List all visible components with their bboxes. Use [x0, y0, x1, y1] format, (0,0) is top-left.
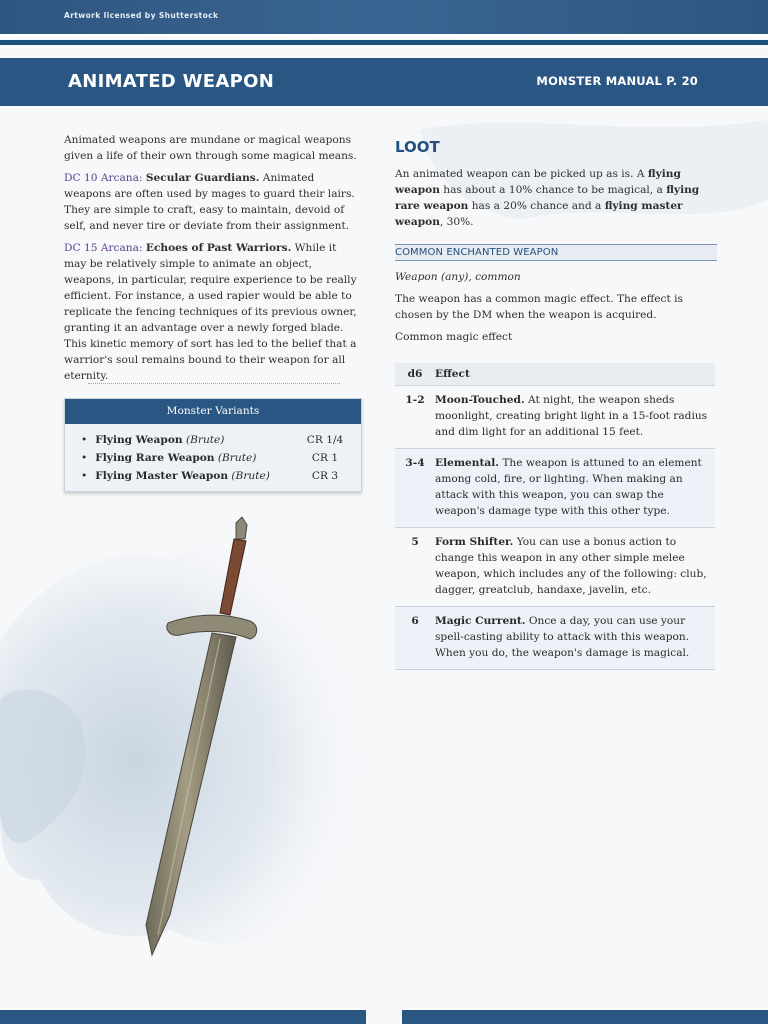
- column-header-die: d6: [407, 368, 423, 380]
- arcana-check: DC 15 Arcana:: [64, 242, 143, 254]
- lore-paragraph: [64, 170, 362, 234]
- table-row: [395, 607, 715, 670]
- dotted-divider: [88, 383, 340, 384]
- variants-list: [65, 424, 361, 491]
- effect-name: Moon-Touched.: [435, 394, 525, 406]
- die-roll: 6: [411, 615, 419, 627]
- lore-heading: Secular Guardians.: [145, 172, 260, 184]
- loot-variant: flying rare weapon: [395, 184, 700, 212]
- effect-name: Magic Current.: [435, 615, 526, 627]
- page-title: ANIMATED WEAPON: [68, 71, 275, 92]
- arcana-check: DC 10 Arcana:: [64, 172, 143, 184]
- variant-cr: CR 1/4: [306, 434, 344, 446]
- monster-variants-box: [64, 398, 362, 492]
- column-header-effect: Effect: [435, 368, 470, 380]
- variants-title: Monster Variants: [65, 399, 361, 424]
- variant-item: [81, 449, 345, 467]
- variant-role: (Brute): [185, 434, 225, 446]
- die-roll: 5: [411, 536, 419, 548]
- effect-cell: [435, 392, 715, 440]
- variant-item: [81, 431, 345, 449]
- lore-paragraph: [64, 240, 362, 384]
- source-reference: MONSTER MANUAL P. 20: [536, 74, 698, 88]
- effect-text: The weapon is attuned to an element among cold, fire, or lighting. When making an attack with this weapon, you can swap the weapon's damage type with this other type.: [435, 457, 702, 517]
- loot-text: An animated weapon can be picked up as is. A: [395, 168, 648, 180]
- effects-table: [395, 363, 715, 670]
- loot-variant: flying master weapon: [395, 200, 683, 228]
- loot-heading: LOOT: [395, 138, 440, 156]
- header-rule: [0, 40, 768, 45]
- table-header: [395, 363, 715, 386]
- license-credit: Artwork licensed by Shutterstock: [64, 11, 219, 20]
- effect-cell: [435, 534, 715, 598]
- effect-text: At night, the weapon sheds moonlight, creating bright light in a 15-foot radius and dim light for an additional 15 feet.: [435, 394, 708, 438]
- loot-text: , 30%.: [439, 216, 474, 228]
- sword-illustration: [110, 515, 300, 965]
- item-subtype: Weapon (any), common: [395, 271, 521, 283]
- effect-name: Form Shifter.: [435, 536, 514, 548]
- variant-name-wrap: [81, 467, 270, 485]
- variant-name-wrap: [81, 449, 256, 467]
- loot-paragraph: [395, 166, 717, 230]
- effect-text: You can use a bonus action to change this weapon in any other simple melee weapon, which includes any of the following: club, dagger, greatclub, handaxe, javelin, etc.: [435, 536, 707, 596]
- item-description: The weapon has a common magic effect. The effect is chosen by the DM when the weapon is acquired.: [395, 293, 683, 321]
- loot-column: [395, 138, 717, 670]
- table-row: [395, 386, 715, 449]
- variant-name: Flying Master Weapon: [95, 470, 229, 482]
- effect-cell: [435, 455, 715, 519]
- variant-name: Flying Rare Weapon: [95, 452, 215, 464]
- variant-name: Flying Weapon: [95, 434, 183, 446]
- variant-cr: CR 3: [311, 470, 339, 482]
- header-divider: [0, 34, 768, 37]
- loot-text: has about a 10% chance to be magical, a: [439, 184, 667, 196]
- lore-column: [64, 132, 362, 390]
- effect-cell: [435, 613, 715, 661]
- variant-role: (Brute): [231, 470, 270, 482]
- lore-heading: Echoes of Past Warriors.: [145, 242, 292, 254]
- variant-item: [81, 467, 345, 485]
- variant-role: (Brute): [217, 452, 257, 464]
- variant-cr: CR 1: [311, 452, 339, 464]
- table-row: [395, 528, 715, 607]
- enchanted-weapon-heading: COMMON ENCHANTED WEAPON: [395, 244, 717, 261]
- table-row: [395, 449, 715, 528]
- die-roll: 3-4: [405, 457, 425, 469]
- footer-gap: [366, 1006, 402, 1024]
- effect-text: Once a day, you can use your spell-casting ability to attack with this weapon. When you do, the weapon's damage is magical.: [435, 615, 690, 659]
- loot-variant: flying weapon: [395, 168, 681, 196]
- loot-text: has a 20% chance and a: [468, 200, 605, 212]
- die-roll: 1-2: [405, 394, 425, 406]
- lore-text: While it may be relatively simple to animate an object, weapons, in particular, require experience to be really efficient. For instance, a used rapier would be able to replicate the fencing techniques of its previous owner, granting it an advantage over a newly forged blade. This kinetic memory of sort has led to the belief that a warrior's soul remains bound to their weapon for all eternity.: [64, 242, 357, 382]
- effect-label: Common magic effect: [395, 331, 513, 343]
- intro-paragraph: Animated weapons are mundane or magical weapons given a life of their own through some magical means.: [64, 134, 357, 162]
- effect-name: Elemental.: [435, 457, 499, 469]
- lore-text: Animated weapons are often used by mages to guard their lairs. They are simple to craft, easy to maintain, devoid of self, and never tire or deviate from their assignment.: [64, 172, 355, 232]
- variant-name-wrap: [81, 431, 224, 449]
